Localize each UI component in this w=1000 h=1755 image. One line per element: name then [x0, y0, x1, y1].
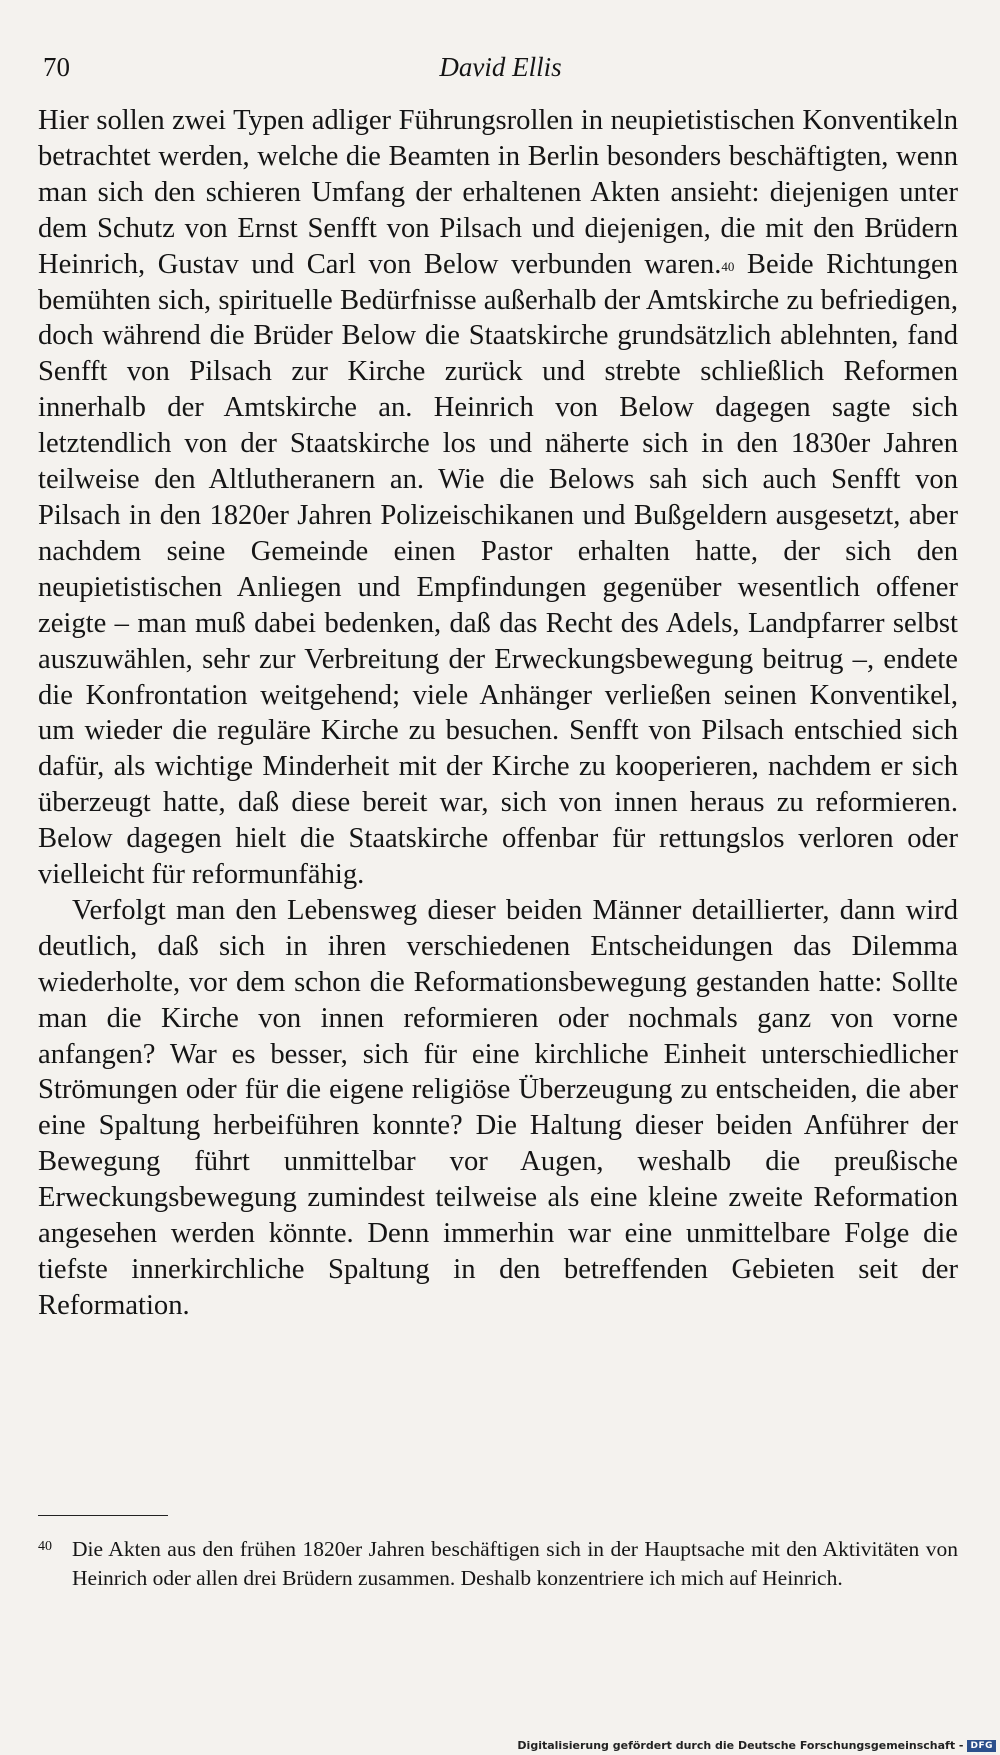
footnote-divider [38, 1515, 168, 1516]
page-number: 70 [43, 52, 70, 82]
footnote [38, 1535, 958, 1593]
footnote-reference[interactable]: 40 [721, 258, 735, 274]
page-header [43, 52, 958, 92]
digitization-credit [517, 1739, 996, 1752]
body-text [38, 103, 958, 1324]
dfg-logo: DFG [967, 1740, 996, 1752]
running-head-author: David Ellis [439, 52, 562, 82]
paragraph-text: Hier sollen zwei Typen adliger Führungsrollen in neupietistischen Konventikeln betrachtet werden, welche die Beamten in Berlin besonders beschäftigten, wenn man sich den schieren Umfang der erhaltenen Akten ansieht: diejenigen unter dem Schutz von Ernst Senfft von Pilsach und diejenigen, die mit den Brüdern Heinrich, Gustav und Carl von Below verbunden waren. [38, 105, 958, 280]
credit-text: Digitalisierung gefördert durch die Deutsche Forschungsgemeinschaft - [517, 1739, 964, 1752]
paragraph: Verfolgt man den Lebensweg dieser beiden Männer detaillierter, dann wird deutlich, daß sich in ihren verschiedenen Entscheidungen das Dilemma wiederholte, vor dem schon die Reformationsbewegung gestanden hatte: Sollte man die Kirche von innen reformieren oder nochmals ganz von vorne anfangen? War es besser, sich für eine kirchliche Einheit unterschiedlicher Strömungen oder für die eigene religiöse Überzeugung zu entscheiden, die aber eine Spaltung herbeiführen konnte? Die Haltung dieser beiden Anführer der Bewegung führt unmittelbar vor Augen, weshalb die preußische Erweckungsbewegung zumindest teilweise als eine kleine zweite Reformation angesehen werden könnte. Denn immerhin war eine unmittelbare Folge die tiefste innerkirchliche Spaltung in den betreffenden Gebieten seit der Reformation. [38, 894, 958, 1321]
paragraph-text: Beide Richtungen bemühten sich, spirituelle Bedürfnisse außerhalb der Amtskirche zu befriedigen, doch während die Brüder Below die Staatskirche grundsätzlich ablehnten, fand Senfft von Pilsach zur Kirche zurück und strebte schließlich Reformen innerhalb der Amtskirche an. Heinrich von Below dagegen sagte sich letztendlich von der Staatskirche los und näherte sich in den 1830er Jahren teilweise den Altlutheranern an. Wie die Belows sah sich auch Senfft von Pilsach in den 1820er Jahren Polizeischikanen und Bußgeldern ausgesetzt, aber nachdem seine Gemeinde einen Pastor erhalten hatte, der sich den neupietistischen Anliegen und Empfindungen gegenüber wesentlich offener zeigte – man muß dabei bedenken, daß das Recht des Adels, Landpfarrer selbst auszuwählen, sehr zur Verbreitung der Erweckungsbewegung beitrug –, endete die Konfrontation weitgehend; viele Anhänger verließen seinen Konventikel, um wieder die reguläre Kirche zu besuchen. Senfft von Pilsach entschied sich dafür, als wichtige Minderheit mit der Kirche zu kooperieren, nachdem er sich überzeugt hatte, daß diese bereit war, sich von innen heraus zu reformieren. Below dagegen hielt die Staatskirche offenbar für rettungslos verloren oder vielleicht für reformunfähig. [38, 248, 958, 891]
footnote-text: Die Akten aus den frühen 1820er Jahren beschäftigen sich in der Hauptsache mit den Aktivitäten von Heinrich oder allen drei Brüdern zusammen. Deshalb konzentriere ich mich auf Heinrich. [72, 1537, 958, 1590]
paragraph [38, 103, 958, 893]
footnote-number: 40 [38, 1539, 52, 1554]
